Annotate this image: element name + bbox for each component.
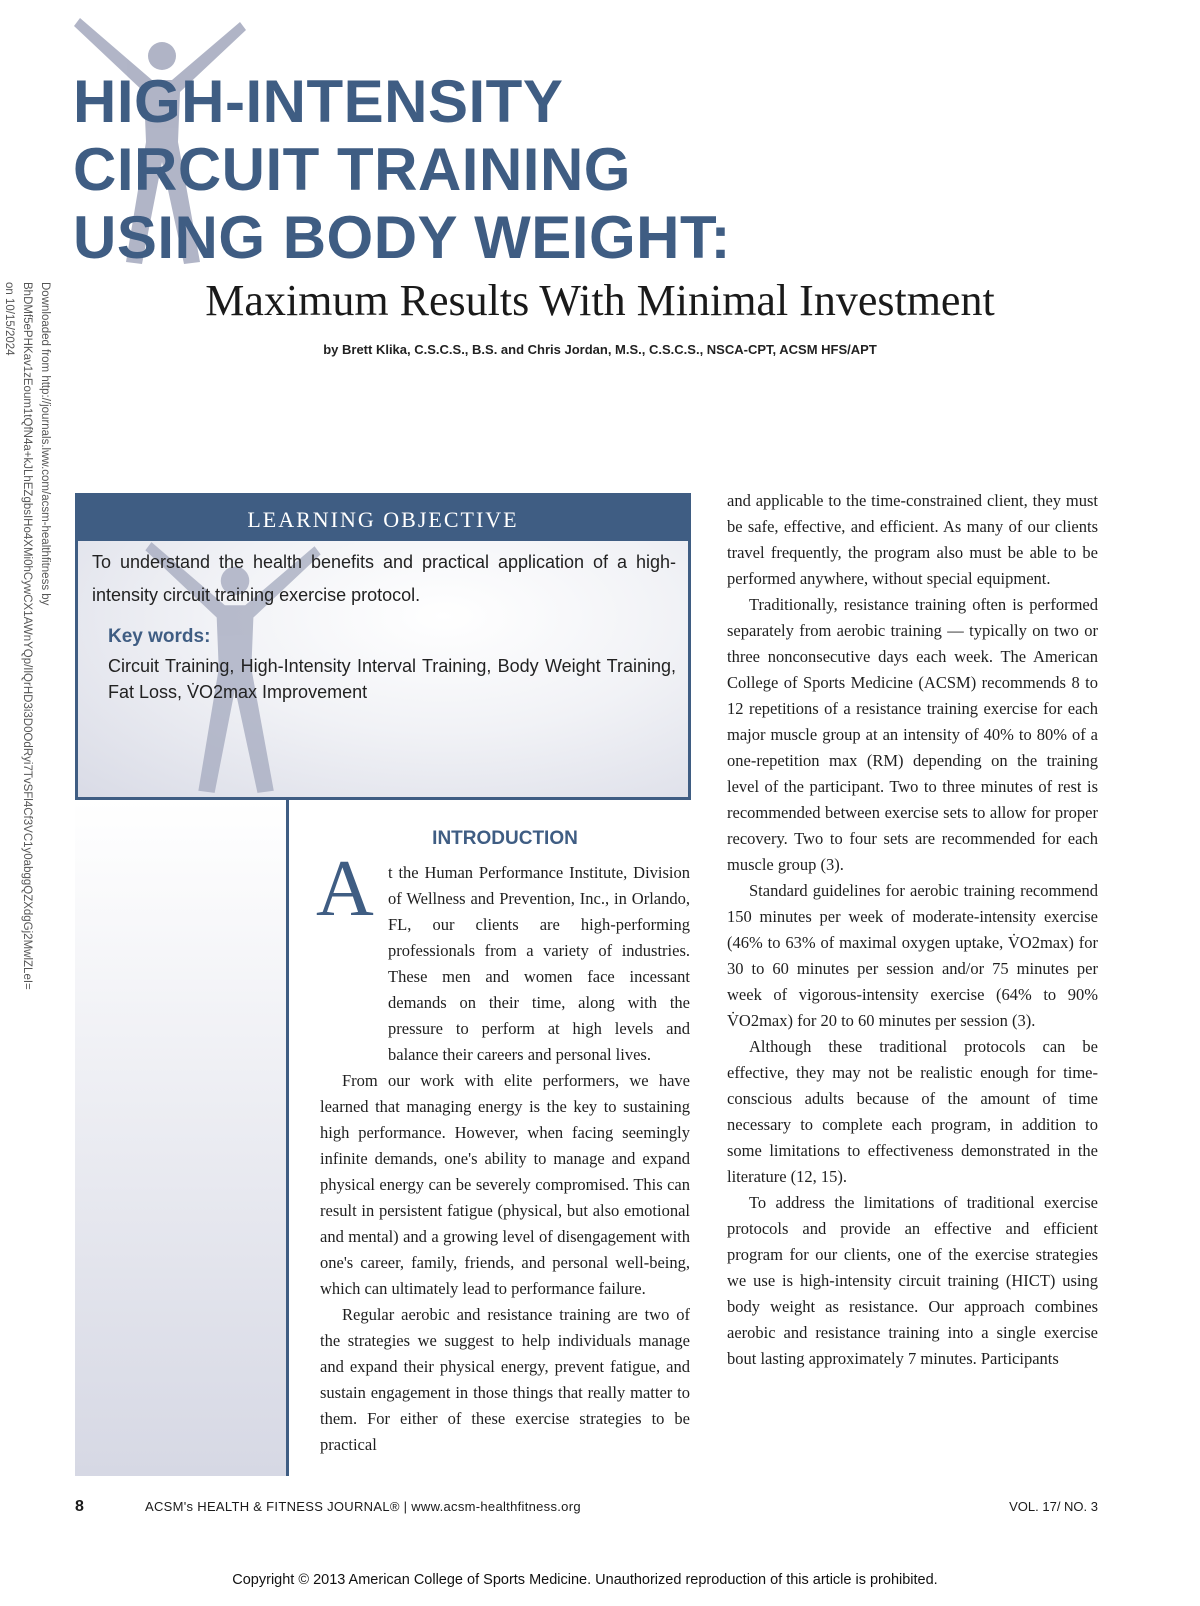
column-divider bbox=[286, 800, 289, 1476]
article-subtitle: Maximum Results With Minimal Investment bbox=[205, 276, 995, 325]
download-note-text: Downloaded from http://journals.lww.com/acsm-healthfitness by BhDMf5ePHKav1zEoum1tQfN4a+kJLhEZgbsIHo4XMi0hCywCX1AWnYQp/IlQrHD3i3D0OdRyi7TvSFl4Cf3VC1y0abggQZXdgGj2MwlZLeI= on 10/15/2024 bbox=[3, 282, 51, 990]
author-byline: by Brett Klika, C.S.C.S., B.S. and Chris Jordan, M.S., C.S.C.S., NSCA-CPT, ACSM HFS/APT bbox=[323, 342, 877, 357]
keywords-heading: Key words: bbox=[108, 626, 211, 647]
middle-column bbox=[320, 860, 690, 1458]
right-column bbox=[727, 488, 1098, 1372]
title-line-3: USING BODY WEIGHT: bbox=[73, 204, 731, 271]
learning-objective-text: To understand the health benefits and practical application of a high-intensity circuit training exercise protocol. bbox=[92, 552, 676, 605]
right-paragraph-4: Although these traditional protocols can be effective, they may not be realistic enough for time-conscious adults because of the amount of time necessary to complete each program, in addition to some limitations to effectiveness demonstrated in the literature (12, 15). bbox=[727, 1037, 1098, 1186]
article-title bbox=[73, 68, 731, 272]
intro-paragraph-1: t the Human Performance Institute, Division of Wellness and Prevention, Inc., in Orlando, FL, our clients are high-performing professionals from a variety of industries. These men and women face incessant demands on their time, along with the pressure to perform at high levels and balance their careers and personal lives. bbox=[388, 863, 690, 1064]
learning-objective-header: LEARNING OBJECTIVE bbox=[78, 496, 688, 541]
right-paragraph-1: and applicable to the time-constrained client, they must be safe, effective, and efficient. As many of our clients travel frequently, the program also must be able to be performed anywhere, without special equipment. bbox=[727, 491, 1098, 588]
page-number: 8 bbox=[75, 1498, 84, 1515]
journal-footer: ACSM's HEALTH & FITNESS JOURNAL® | www.acsm-healthfitness.org bbox=[145, 1499, 581, 1514]
volume-footer: VOL. 17/ NO. 3 bbox=[1009, 1499, 1098, 1514]
right-paragraph-2: Traditionally, resistance training often is performed separately from aerobic training — typically on two or three nonconsecutive days each week. The American College of Sports Medicine (ACSM) recommends 8 to 12 repetitions of a resistance training exercise for each major muscle group at an intensity of 40% to 80% of a one-repetition max (RM) depending on the training level of the participant. Two to three minutes of rest is recommended between exercise sets to allow for proper recovery. Two to four sets are recommended for each muscle group (3). bbox=[727, 595, 1098, 874]
keywords-text: Circuit Training, High-Intensity Interval Training, Body Weight Training, Fat Loss, V̇O2max Improvement bbox=[108, 656, 676, 702]
left-shaded-column bbox=[75, 800, 288, 1476]
copyright-notice: Copyright © 2013 American College of Sports Medicine. Unauthorized reproduction of this article is prohibited. bbox=[232, 1572, 938, 1588]
download-note bbox=[3, 282, 54, 990]
intro-paragraph-2: From our work with elite performers, we have learned that managing energy is the key to sustaining high performance. However, when facing seemingly infinite demands, one's ability to manage and expand physical energy can be severely compromised. This can result in persistent fatigue (physical, but also emotional and mental) and a growing level of disengagement with one's career, family, friends, and personal well-being, which can ultimately lead to performance failure. bbox=[320, 1071, 690, 1298]
learning-objective-box bbox=[75, 493, 691, 800]
intro-paragraph-3: Regular aerobic and resistance training are two of the strategies we suggest to help individuals manage and expand their physical energy, prevent fatigue, and sustain engagement in those things that really matter to them. For either of these exercise strategies to be practical bbox=[320, 1305, 690, 1454]
right-paragraph-5: To address the limitations of traditional exercise protocols and provide an effective and efficient program for our clients, one of the exercise strategies we use is high-intensity circuit training (HICT) using body weight as resistance. Our approach combines aerobic and resistance training into a single exercise bout lasting approximately 7 minutes. Participants bbox=[727, 1193, 1098, 1368]
drop-cap: A bbox=[316, 845, 374, 933]
introduction-heading: INTRODUCTION bbox=[432, 828, 578, 849]
right-paragraph-3: Standard guidelines for aerobic training recommend 150 minutes per week of moderate-intensity exercise (46% to 63% of maximal oxygen uptake, V̇O2max) for 30 to 60 minutes per session and/or 75 minutes per week of vigorous-intensity exercise (64% to 90% V̇O2max) for 20 to 60 minutes per session (3). bbox=[727, 881, 1098, 1030]
title-line-2: CIRCUIT TRAINING bbox=[73, 136, 631, 203]
title-line-1: HIGH-INTENSITY bbox=[73, 68, 564, 135]
